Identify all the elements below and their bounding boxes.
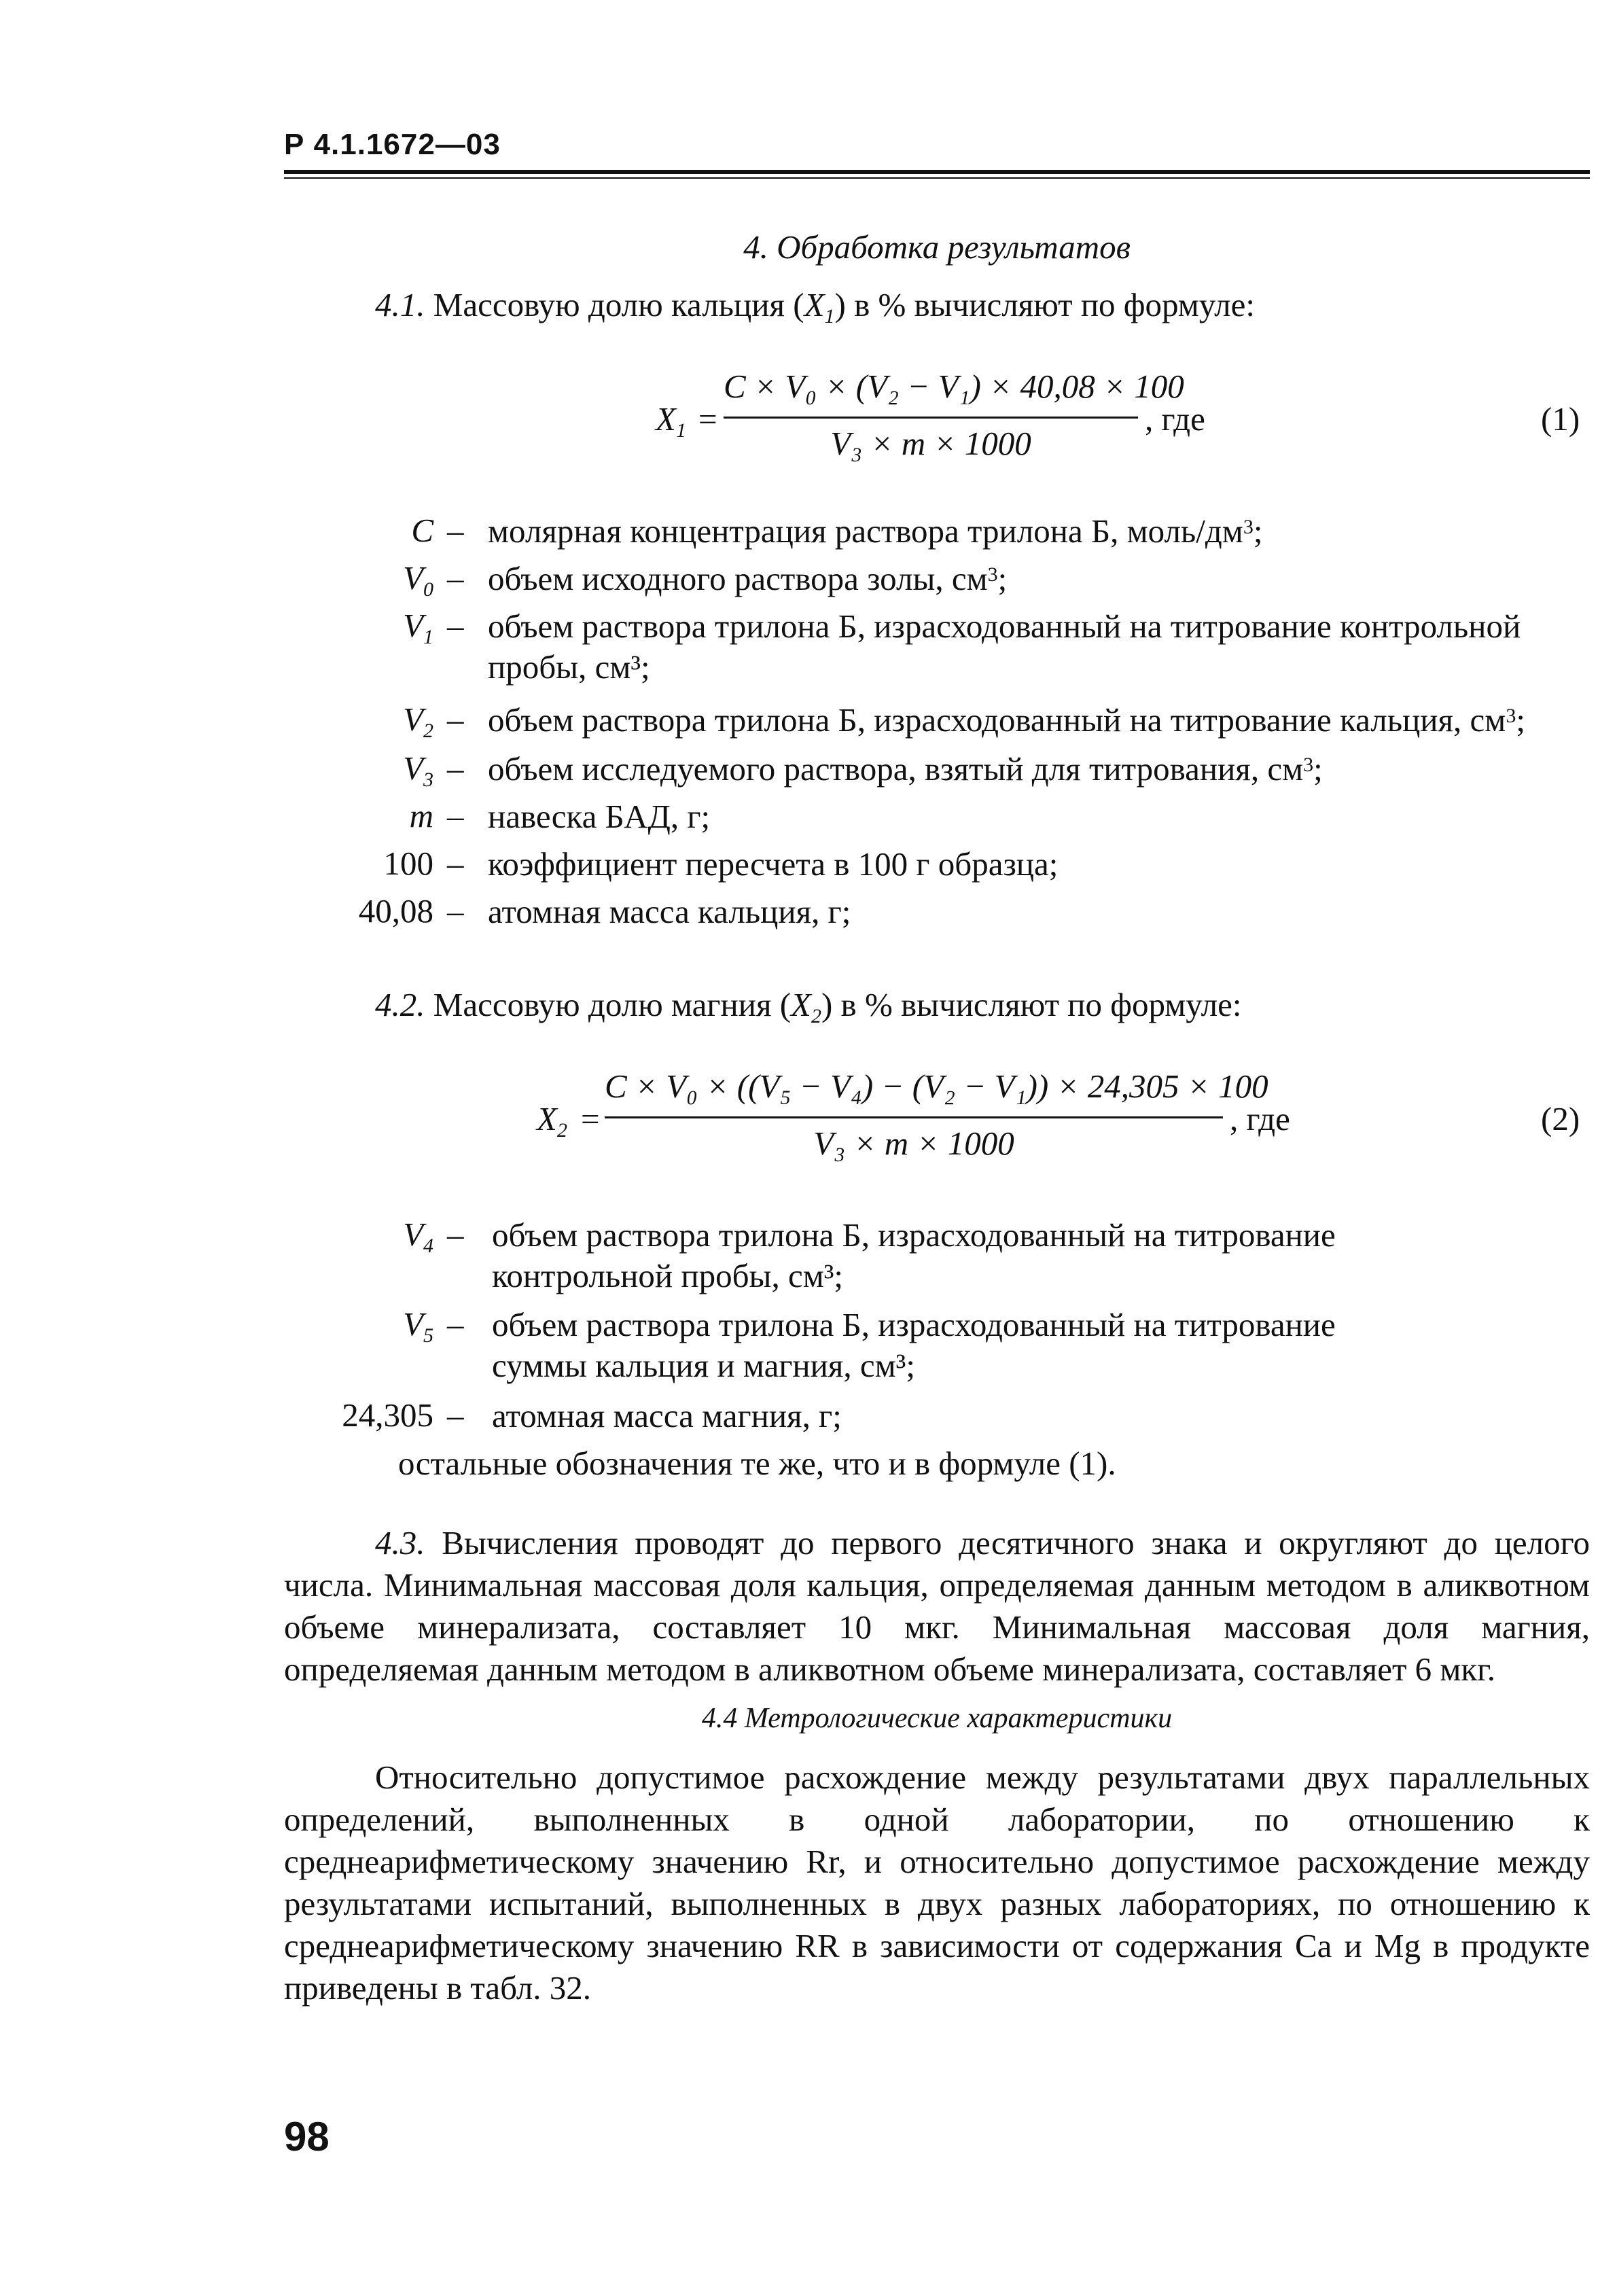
definition-row — [284, 1396, 1590, 1443]
formula-denominator: V₃ × m × 1000 — [830, 425, 1031, 462]
definition-row — [284, 891, 1590, 939]
definition-text: коэффициент пересчета в 100 г образца; — [488, 845, 1059, 883]
definition-dash: – — [447, 1305, 464, 1343]
paragraph-text: ) в % вычисляют по формуле: — [821, 986, 1242, 1023]
symbol-subscript: 2 — [811, 1005, 821, 1027]
paragraph-text: ) в % вычисляют по формуле: — [834, 286, 1255, 323]
formula-equals: = — [581, 1100, 600, 1137]
formula-lhs: $X_2$ — [537, 1100, 567, 1142]
definition-symbol: $V_3$ — [403, 749, 433, 791]
definition-symbol: 100 — [383, 845, 433, 882]
definition-text: навеска БАД, г; — [488, 798, 711, 835]
paragraph-text: Массовую долю кальция ( — [425, 286, 804, 323]
definition-dash: – — [447, 512, 464, 549]
definition-dash: – — [447, 845, 464, 882]
definition-symbol: 40,08 — [358, 892, 433, 930]
paragraph-text: Вычисления проводят до первого десятичного знака и округляют до целого числа. Минимальная массовая доля кальция, определяемая данным методом в аликвотном объеме минерализата, составляет 10 мкг. Минимальная массовая доля магния, определяемая данным методом в аликвотном объеме минерализата, составляет 6 мкг. — [284, 1524, 1590, 1688]
paragraph-number: 4.1. — [375, 286, 425, 323]
paragraph-4-4 — [284, 1756, 1590, 2009]
definition-symbol: $V_2$ — [403, 701, 433, 742]
formula-denominator: V₃ × m × 1000 — [813, 1125, 1014, 1162]
definition-symbol: $V_5$ — [403, 1305, 433, 1347]
paragraph-text: Массовую долю магния ( — [425, 986, 792, 1023]
definition-row — [284, 511, 1590, 559]
definition-dash: – — [447, 892, 464, 930]
definition-symbol: $V_1$ — [403, 607, 433, 648]
paragraph-4-3 — [284, 1522, 1590, 1691]
rest-note: остальные обозначения те же, что и в формуле (1). — [398, 1445, 1116, 1482]
formula-lhs: $X_1$ — [656, 400, 686, 442]
definition-symbol: $V_0$ — [403, 559, 433, 601]
section-title: 4. Обработка результатов — [743, 228, 1131, 266]
formula-equals: = — [698, 400, 717, 438]
definition-row — [284, 796, 1590, 844]
formula-2 — [0, 1067, 1617, 1169]
fraction-bar — [724, 417, 1138, 419]
formula-1 — [0, 367, 1617, 469]
definition-dash: – — [447, 559, 464, 597]
formula-numerator: C × V₀ × (V₂ − V₁) × 40,08 × 100 — [724, 368, 1184, 405]
definition-text: объем раствора трилона Б, израсходованный на титрование контрольной пробы, см³; — [492, 1216, 1336, 1294]
formula-where: , где — [1230, 1100, 1290, 1137]
formula-where: , где — [1145, 400, 1205, 438]
paragraph-4-2 — [375, 985, 1242, 1027]
definition-row — [284, 749, 1590, 796]
equation-number: (2) — [1541, 1100, 1580, 1137]
definition-row — [284, 844, 1590, 891]
definition-symbol: m — [409, 797, 433, 834]
definition-text: объем раствора трилона Б, израсходованный на титрование суммы кальция и магния, см³; — [492, 1306, 1336, 1384]
symbol: X — [791, 986, 811, 1023]
definition-row — [284, 559, 1590, 606]
definition-dash: – — [447, 607, 464, 644]
definition-dash: – — [447, 1216, 464, 1253]
definition-text: молярная концентрация раствора трилона Б, моль/$дм^3$; — [488, 512, 1263, 550]
paragraph-4-1 — [375, 285, 1255, 328]
formula-numerator: C × V₀ × ((V₅ − V₄) − (V₂ − V₁)) × 24,305 × 100 — [605, 1067, 1268, 1105]
symbol: X — [804, 286, 825, 323]
definition-symbol: 24,305 — [342, 1396, 433, 1434]
equation-number: (1) — [1541, 400, 1580, 438]
page-number: 98 — [284, 2114, 330, 2159]
paragraph-number: 4.3. — [375, 1524, 425, 1561]
definition-row — [284, 700, 1590, 747]
symbol-subscript: 1 — [824, 305, 835, 328]
definition-row — [284, 1305, 1590, 1393]
definition-text: атомная масса кальция, г; — [488, 893, 851, 930]
definition-row — [284, 1215, 1590, 1303]
definition-row — [284, 606, 1590, 694]
definition-symbol: $V_4$ — [403, 1216, 433, 1257]
definition-text: объем исходного раствора золы, $см^3$; — [488, 560, 1008, 597]
subsection-title: 4.4 Метрологические характеристики — [701, 1703, 1173, 1734]
document-code: Р 4.1.1672—03 — [284, 128, 501, 161]
header-rule — [284, 170, 1590, 174]
fraction-bar — [605, 1116, 1223, 1118]
definition-dash: – — [447, 797, 464, 834]
definition-dash: – — [447, 1396, 464, 1434]
definition-symbol: C — [411, 512, 433, 549]
header-rule-thin — [284, 177, 1590, 179]
paragraph-number: 4.2. — [375, 986, 425, 1023]
definition-text: объем исследуемого раствора, взятый для титрования, $см^3$; — [488, 750, 1323, 788]
definition-dash: – — [447, 749, 464, 787]
definition-text: объем раствора трилона Б, израсходованный на титрование кальция, $см^3$; — [488, 701, 1525, 739]
definition-text: атомная масса магния, г; — [492, 1397, 842, 1434]
paragraph-text: Относительно допустимое расхождение между результатами двух параллельных определений, выполненных в одной лаборатории, по отношению к среднеарифметическому значению Rr, и относительно допустимое расхождение между результатами испытаний, выполненных в двух разных лабораториях, по отношению к среднеарифметическому значению RR в зависимости от содержания Ca и Mg в продукте приведены в табл. 32. — [284, 1759, 1590, 2007]
definition-dash: – — [447, 701, 464, 738]
definition-text: объем раствора трилона Б, израсходованный на титрование контрольной пробы, см³; — [488, 607, 1521, 686]
